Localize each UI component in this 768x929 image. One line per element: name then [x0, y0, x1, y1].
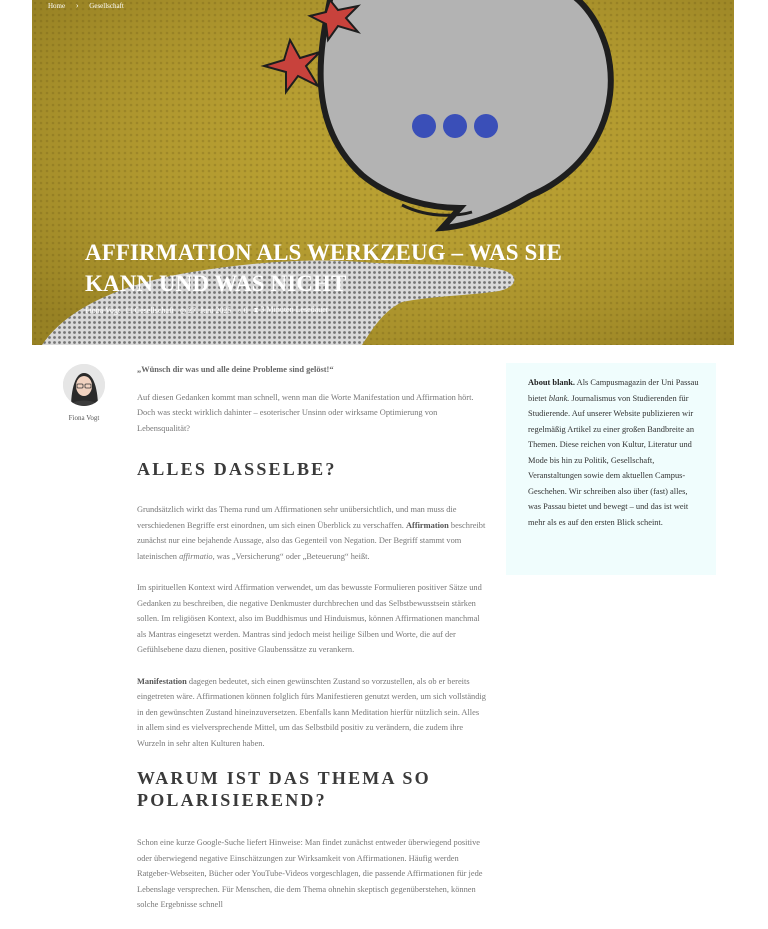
post-meta	[85, 305, 328, 315]
breadcrumb	[48, 1, 133, 10]
chevron-right-icon: ›	[75, 1, 79, 10]
meta-author[interactable]: Fiona Vogt	[85, 305, 121, 315]
about-text-b: Journalismus von Studierenden für Studierende. Auf unserer Website publizieren wir regelmäßig Artikel zu einer großen Bandbreite an Themen. Diese reichen von Kultur, Literatur und Mode bis hin zu Politik, Gesellschaft, Veranstaltungen sowie dem aktuellen Campus-Geschehen. Wir schreiben also über (fast) alles, was Passau bietet und bewegt – und das ist weit mehr als es auf den ersten Blick scheint.	[528, 393, 695, 527]
about-title: About blank.	[528, 378, 576, 387]
avatar[interactable]	[63, 364, 105, 406]
comment-icon: ○	[237, 306, 242, 315]
meta-category[interactable]: Gesellschaft	[134, 305, 174, 315]
paragraph: Auf diesen Gedanken kommt man schnell, wenn man die Worte Manifestation und Affirmation hört. Doch was steckt wirklich dahinter – esoterischer Unsinn oder wirksame Optimierung von Lebensqualität?	[137, 392, 474, 433]
ellipsis-dot	[443, 114, 467, 138]
paragraph: Manifestation dagegen bedeutet, sich einen gewünschten Zustand so vorzustellen, als ob er bereits eingetreten wäre. Affirmationen können folglich fürs Manifestieren genutzt werden, um sich vollständig in den gewünschten Zustand hineinzuversetzen. Ebenfalls kann Meditation hierfür nützlich sein. Alles in allem sind es vielversprechende Mittel, um das Selbstbild positiv zu verändern, die zudem ihre Wurzeln in sehr alten Kulturen haben.	[137, 676, 486, 748]
page-title	[85, 237, 605, 299]
breadcrumb-home[interactable]: Home	[48, 2, 66, 10]
about-brand: blank.	[548, 393, 570, 403]
lead-quote: „Wünsch dir was und alle deine Probleme sind gelöst!“	[137, 365, 334, 374]
author-photo	[63, 364, 105, 406]
about-widget	[506, 363, 716, 575]
paragraph: Schon eine kurze Google-Suche liefert Hinweise: Man findet zunächst entweder überwiegend positive oder überwiegend negative Einschätzungen zur Wirksamkeit von Affirmationen. Häufig werden Ratgeber-Webseiten, Bücher oder YouTube-Videos vorgeschlagen, die passende Affirmationen für jede Lebenslage versprechen. Für Menschen, die dem Thema ohnehin skeptisch gegenüberstehen, können solche Ergebnisse schnell	[137, 838, 483, 909]
ellipsis-dot	[412, 114, 436, 138]
section-heading: ALLES DASSELBE?	[137, 459, 337, 479]
title-line-1: AFFIRMATION ALS WERKZEUG – WAS SIE	[85, 240, 562, 265]
meta-date: 27. Juni 2025	[187, 305, 232, 315]
author-name[interactable]: Fiona Vogt	[68, 414, 100, 422]
hourglass-icon: ⧗	[253, 306, 259, 314]
breadcrumb-category[interactable]: Gesellschaft	[89, 2, 124, 10]
meta-comments[interactable]: 0	[243, 305, 248, 315]
meta-reading-time: 3 Minuten Lesedauer	[260, 305, 329, 314]
section-heading: WARUM IST DAS THEMA SO POLARISIEREND?	[137, 768, 431, 810]
folder-icon: ☐	[126, 306, 133, 315]
title-line-2: KANN UND WAS NICHT	[85, 271, 347, 296]
paragraph: Im spirituellen Kontext wird Affirmation verwendet, um das bewusste Formulieren positiver Sätze und Gedanken zu beschreiben, die negative Denkmuster durchbrechen und das Selbstbewusstsein stärken sollen. Im religiösen Kontext, also im Buddhismus und Hinduismus, können Affirmationen manchmal als Mantras eingesetzt werden. Mantras sind jedoch meist heilige Silben und Worte, die auf der Gefühlsebene dazu dienen, positive Glaubenssätze zu verankern.	[137, 583, 482, 654]
clock-icon: ◷	[179, 306, 186, 315]
article-body	[137, 362, 487, 929]
about-text-a: Als Campusmagazin der Uni Passau bietet	[528, 378, 699, 403]
paragraph: Grundsätzlich wirkt das Thema rund um Affirmationen sehr unübersichtlich, und man muss die verschiedenen Begriffe erst einordnen, um sich einen Überblick zu verschaffen. Affirmation beschreibt zunächst nur eine bejahende Aussage, also das Gegenteil von Negation. Der Begriff stammt vom lateinischen affirmatio, was „Versicherung“ oder „Beteuerung“ heißt.	[137, 505, 486, 561]
ellipsis-dot	[474, 114, 498, 138]
